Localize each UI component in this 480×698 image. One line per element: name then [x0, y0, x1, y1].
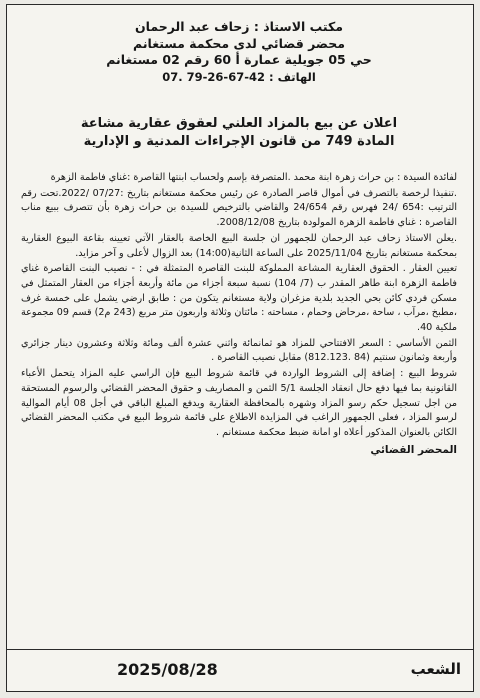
office-phone: الهاتف : 42-67-26-79 .07 [162, 69, 316, 84]
office-title: محضر قضائي لدى محكمة مستغانم [133, 35, 345, 51]
authorization-paragraph: .تنفيذا لرخصة بالتصرف في أموال قاصر الصادرة عن رئيس محكمة مستغانم بتاريخ :07/27 /2022.تحت رقم الترتيب :654 /24 فهرس رقم 24/654 والقاضي بالترخيص للسيدة بن حراث زهرة بأن تتصرف ببيع مناب القاصرة : غناي فاطمة الزهرة المولودة بتاريخ 2008/12/08. [21, 187, 457, 229]
publication-footer [7, 649, 473, 691]
sale-conditions-paragraph: شروط البيع : إضافة إلى الشروط الواردة في قائمة شروط البيع فإن الراسي عليه المزاد يتحمل الأعباء القانونية بما فيها دفع حال انعقاد الجلسة 5/1 الثمن و المصاريف و حقوق المحضر القضائي والرسوم المستحقة من اجل تسجيل حكم رسو المزاد وشهره بالمحافظة العقارية ويدفع المبلغ الباقي في أجل 08 أيام الموالية لرسو المزاد ، فعلى الجمهور الراغب في المزايدة الاطلاع على قائمة شروط البيع في مكتب المحضر القضائي الكائن بالعنوان المذكور أعلاه او امانة ضبط محكمة مستغانم . [21, 368, 457, 438]
publication-date: 2025/08/28 [117, 660, 218, 679]
notice-title [21, 115, 457, 151]
newspaper-name: الشعب [410, 660, 461, 678]
office-address: حي 05 جويلية عمارة أ 60 رقم 02 مستغانم [106, 52, 372, 67]
office-name: مكتب الاستاذ : زحاف عبد الرحمان [135, 19, 343, 34]
base-price-paragraph: الثمن الأساسي : السعر الافتتاحي للمزاد هو ثمانمائة واثني عشرة ألف ومائة وثلاثة وعشرون دينار جزائري وأربعة وثمانون سنتيم (84 .812.123) مقابل نصيب القاصرة . [21, 337, 457, 364]
notice-title-line-1: اعلان عن بيع بالمزاد العلني لعقوق عقارية مشاعة [80, 116, 398, 131]
beneficiary-paragraph: لفائدة السيدة : بن حراث زهرة ابنة محمد .المتصرفة بإسم ولحساب ابنتها القاصرة :غناي فاطمة الزهرة [50, 172, 457, 183]
auction-announcement-paragraph: .يعلن الاستاذ زحاف عبد الرحمان للجمهور ان جلسة البيع الخاصة بالعقار الآتي تعيينه بقاعة البيوع العقارية بمحكمة مستغانم بتاريخ 2025/11/04 على الساعة الثانية(14:00) بعد الزوال لأعلى و آخر مزايد. [21, 232, 457, 259]
bailiff-office-header [21, 19, 457, 85]
signature: المحضر القضائي [370, 443, 457, 456]
notice-title-line-2: المادة 749 من قانون الإجراءات المدنية و الإدارية [83, 134, 395, 149]
property-description-paragraph: تعيين العقار . الحقوق العقارية المشاعة المملوكة للبنت القاصرة المتمثلة في : - نصيب البنت القاصرة غناي فاطمة الزهرة ابنة طاهر المقدر ب (7/ 104) نسبة سبعة أجزاء من مائة وأربعة أجزاء من العقار المتمثل في مسكن فردي كائن بحي الجديد بلدية مزغران ولاية مستغانم يتكون من : طابق ارضي يشمل على خمسة غرف ،مطبخ ،مرآب ، ساحة ،مرحاض وحمام ، مساحته : مائتان وثلاثة واربعون متر مربع (243 م2) قسم 09 مجموعة ملكية 40. [21, 263, 457, 334]
legal-notice [6, 4, 474, 692]
notice-body [21, 171, 457, 457]
